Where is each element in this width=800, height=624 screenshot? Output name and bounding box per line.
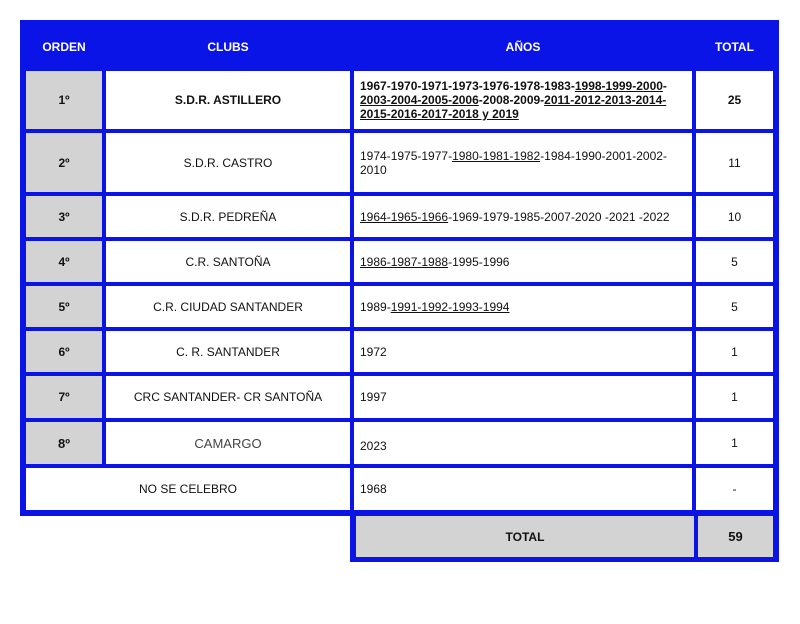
row-6-years [354,331,692,372]
year-segment: -2008-2009- [478,93,545,107]
row-6-club: C. R. SANTANDER [106,331,350,372]
year-segment: -1995-1996 [448,254,510,269]
row-4-club: C.R. SANTOÑA [106,241,350,282]
row-4-years [354,241,692,282]
year-segment: 1998-1999-2000 [574,79,663,93]
year-segment: 2011-2012-2013-2014-2015-2016-2017-2018 y 2019 [360,93,667,121]
row-3-total: 10 [696,196,773,237]
row-8-club: CAMARGO [106,422,350,464]
row-6-years-text [354,345,393,359]
row-7-total: 1 [696,376,773,418]
year-segment: 1967-1970-1971-1973-1976-1978-1983- [360,79,575,93]
header-clubs: CLUBS [207,39,249,54]
year-segment: 1964-1965-1966 [360,209,449,224]
row-1-club: S.D.R. ASTILLERO [106,71,350,129]
year-segment: -1984-1990-2001-2002-2010 [360,148,667,177]
year-segment: 2023 [360,439,387,453]
row-6-total: 1 [696,331,773,372]
row-5-years-text [354,300,515,314]
row-6-orden: 6º [26,331,102,372]
row-2-club: S.D.R. CASTRO [106,133,350,192]
year-segment: 1991-1992-1993-1994 [390,299,510,314]
no-celebro-total: - [696,468,773,510]
year-segment: - [662,79,667,93]
total-value: 59 [698,516,773,557]
row-5-total: 5 [696,286,773,327]
row-8-orden: 8º [26,422,102,464]
total-label: TOTAL [356,516,694,557]
row-4-orden: 4º [26,241,102,282]
row-2-years [354,133,692,192]
row-1-orden: 1º [26,71,102,129]
year-segment: 1980-1981-1982 [452,148,541,163]
results-table [20,20,779,516]
row-2-orden: 2º [26,133,102,192]
row-7-years [354,376,692,418]
row-7-years-text [354,390,393,404]
row-3-years-text [354,210,676,224]
header-total: TOTAL [715,39,754,54]
no-celebro-label: NO SE CELEBRO [26,468,350,510]
row-2-total: 11 [696,133,773,192]
row-7-orden: 7º [26,376,102,418]
year-segment: 1989- [360,299,391,314]
year-segment: 1974-1975-1977- [360,148,453,163]
row-4-total: 5 [696,241,773,282]
row-1-total: 25 [696,71,773,129]
no-celebro-year: 1968 [354,468,692,510]
row-1-years-text [354,79,692,121]
row-3-orden: 3º [26,196,102,237]
header-orden: ORDEN [42,39,86,54]
row-7-club: CRC SANTANDER- CR SANTOÑA [106,376,350,418]
row-3-years [354,196,692,237]
row-4-years-text [354,255,515,269]
row-1-years [354,71,692,129]
header-anos: AÑOS [505,39,541,54]
year-segment: 1997 [360,390,387,404]
row-5-orden: 5º [26,286,102,327]
row-8-years-text [354,433,393,453]
year-segment: 1972 [360,344,387,359]
row-5-years [354,286,692,327]
row-8-years [354,422,692,464]
row-5-club: C.R. CIUDAD SANTANDER [106,286,350,327]
total-footer [350,512,779,562]
row-3-club: S.D.R. PEDREÑA [106,196,350,237]
row-8-total: 1 [696,422,773,464]
row-2-years-text [354,149,692,177]
year-segment: 2003-2004-2005-2006 [360,93,479,107]
year-segment: 1986-1987-1988 [360,254,449,269]
year-segment: -1969-1979-1985-2007-2020 -2021 -2022 [448,209,670,224]
